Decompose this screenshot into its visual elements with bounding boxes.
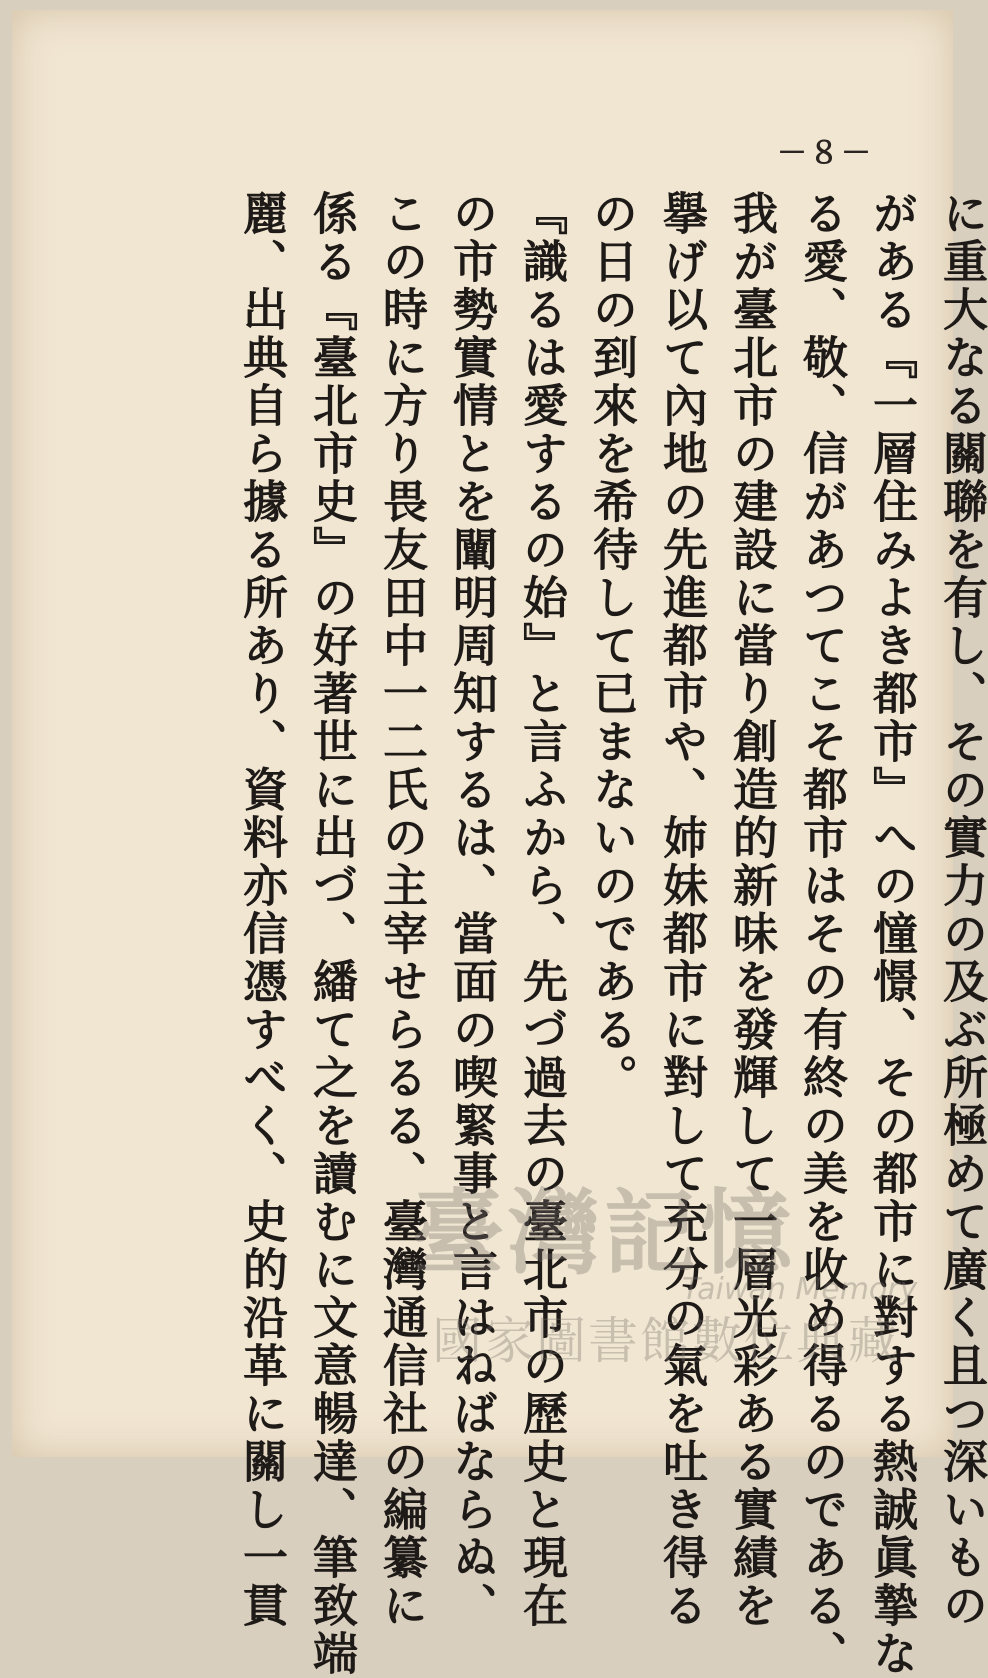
text-column-10: 係る『臺北市史』の好著世に出づ、繙て之を讀むに文意暢達、筆致端 [305,190,358,1678]
text-column-5: 擧げ以て內地の先進都市や、姉妹都市に對して充分の氣を吐き得る [655,190,708,1630]
text-column-7: 『識るは愛するの始』と言ふから、先づ過去の臺北市の歷史と現在 [515,190,568,1630]
text-column-1: に重大なる關聯を有し、その實力の及ぶ所極めて廣く且つ深いもの [935,190,988,1630]
library-watermark [412,1160,917,1373]
text-column-9: この時に方り畏友田中一二氏の主宰せらるる、臺灣通信社の編纂に [375,190,428,1630]
text-column-8: の市勢實情とを闡明周知するは、當面の喫緊事と言はねばならぬ、 [445,190,498,1630]
page-number: －８－ [777,136,873,171]
text-column-6: の日の到來を希待して已まないのである。 [585,190,638,1102]
text-column-3: る愛、敬、信があつてこそ都市はその有終の美を收め得るのである、 [795,190,848,1678]
text-column-11: 麗、出典自ら據る所あり、資料亦信憑すべく、史的沿革に關し一貫 [235,190,288,1630]
text-column-4: 我が臺北市の建設に當り創造的新味を發輝して一層光彩ある實績を [725,190,778,1630]
watermark-subtitle: 國家圖書館數位典藏 [432,1312,900,1370]
book-page [12,10,988,1678]
watermark-title: 臺灣記憶 [412,1180,797,1287]
text-column-2: がある『一層住みよき都市』への憧憬、その都市に對する熱誠眞摯な [865,190,918,1678]
watermark-english: Taiwan Memory [682,1272,918,1307]
